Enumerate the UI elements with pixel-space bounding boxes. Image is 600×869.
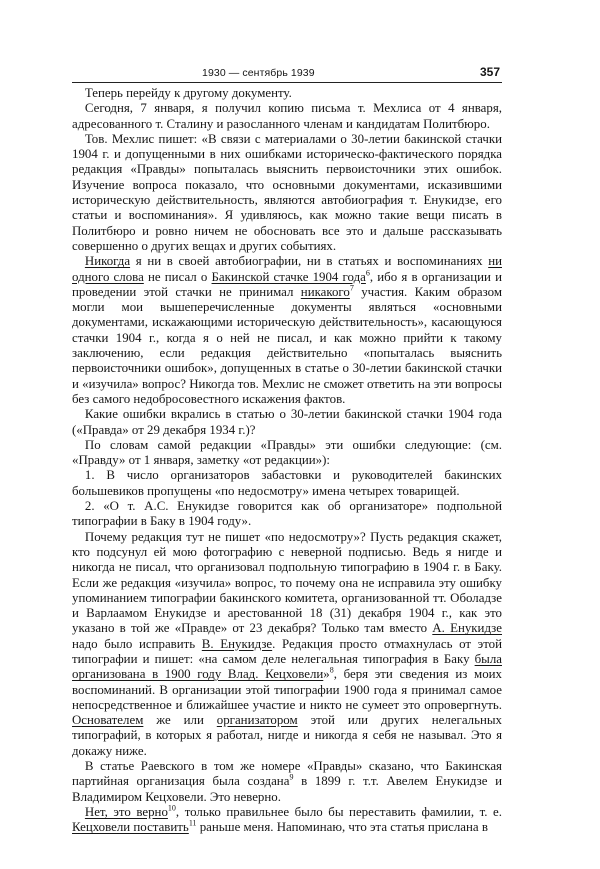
text-run: , беря эти сведения из моих воспоминаний. В организации этой типографии 1900 года я принимал самое непосредственное и ближайшее участие и никто не сумеет это опровергнуть.	[72, 667, 502, 712]
footnote-ref: 7	[349, 283, 354, 293]
underlined-phrase: Основателем	[72, 713, 144, 728]
paragraph-6	[72, 438, 502, 469]
paragraph-text: Какие ошибки вкрались в статью о 30-летии бакинской стачки 1904 года («Правда» от 29 декабря 1934 г.)?	[72, 407, 502, 437]
underlined-phrase: Бакинской стачке 1904 года	[211, 269, 366, 284]
text-run: . Редакция просто отмахнулась от этой типографии и пишет: «на самом деле нелегальная типография в Баку	[72, 636, 502, 666]
footnote-ref: 6	[365, 268, 370, 278]
paragraph-10	[72, 759, 502, 805]
text-run: надо было исправить	[72, 636, 202, 651]
footnote-ref: 8	[329, 665, 334, 675]
underlined-phrase: никакого	[300, 284, 350, 299]
footnote-ref: 11	[188, 818, 197, 828]
text-run: Почему редакция тут не пишет «по недосмотру»? Пусть редакция скажет, кто подсунул ей мою фотографию с неверной подписью. Ведь я нигде и никогда не писал, что организовал подпольную типографию в 1904 г. в Баку. Если же редакция «изучила» вопрос, то почему она не исправила эту ошибку упоминанием типографии бакинского комитета, организованной тт. Оболадзе и Варлаамом Енукидзе и арестованной 18 (31) декабря 1904 г., как это указано в той же «Правде» от 23 декабря? Только там вместо	[72, 529, 502, 636]
paragraph-text: По словам самой редакции «Правды» эти ошибки следующие: (см. «Правду» от 1 января, заметку «от редакции»):	[72, 437, 502, 468]
text-run: участия. Каким образом могли мои вышеперечисленные документы являться «основными документами, искажающими историческую действительность», касающуюся стачки 1904 г., когда я о ней не писал, и как можно прийти к такому заключению, если редакция действительно «попыталась выяснить первоисточники ошибок», допущенных в статье о 30-летии бакинской стачки и «изучила» вопрос? Никогда тов. Мехлис не сможет ответить на эти вопросы без самого недобросовестного искажения фактов.	[72, 284, 502, 406]
paragraph-8	[72, 499, 502, 530]
text-run: , только правильнее было бы переставить фамилии, т. е.	[175, 804, 502, 819]
underlined-phrase: ни одного слова	[72, 254, 502, 284]
text-run: же или	[143, 713, 217, 728]
underlined-phrase: была организована в 1900 году Влад. Кецховели	[72, 651, 502, 682]
text-run: раньше меня. Напоминаю, что эта статья прислана в	[196, 820, 488, 835]
underlined-phrase: организатором	[216, 713, 298, 728]
paragraph-text: 1. В число организаторов забастовки и руководителей бакинских большевиков пропущены «по недосмотру» имена четырех товарищей.	[72, 468, 502, 498]
paragraph-2	[72, 101, 502, 132]
running-header	[72, 64, 502, 83]
footnote-ref: 9	[289, 773, 294, 783]
paragraph-text: 2. «О т. А.С. Енукидзе говорится как об организаторе» подпольной типографии в Баку в 1904 году».	[72, 499, 502, 529]
paragraph-4	[72, 254, 502, 407]
running-head: 1930 — сентябрь 1939	[202, 67, 315, 79]
text-run: В статье Раевского в том же номере «Правды» сказано, что Бакинская партийная организация была создана	[72, 759, 502, 789]
paragraph-7	[72, 468, 502, 499]
underlined-phrase: В. Енукидзе	[201, 636, 273, 651]
paragraph-5	[72, 407, 502, 438]
underlined-phrase: Нет, это верно	[84, 804, 168, 819]
text-run: , ибо я в организации и проведении этой стачки не принимал	[72, 269, 503, 299]
footnote-ref: 10	[167, 803, 176, 813]
paragraph-3	[72, 132, 502, 254]
paragraph-text: Сегодня, 7 января, я получил копию письма т. Мехлиса от 4 января, адресованного т. Сталину и разосланного членам и кандидатам Политбюро.	[72, 101, 502, 131]
paragraph-11	[72, 805, 502, 836]
underlined-phrase: Кецховели поставить	[72, 820, 189, 835]
paragraph-text: Тов. Мехлис пишет: «В связи с материалами о 30-летии бакинской стачки 1904 г. и допущенными в них ошибками историческо-фактического порядка редакция «Правды» попыталась выяснить первоисточники этих ошибок. Изучение вопроса показало, что основными документами, исказившими историческую действительность, являются автобиография т. Енукидзе, его статьи и воспоминания». Я удивляюсь, как можно такие вещи писать в Политбюро и ровно ничем не обосновать все это и дальше рассказывать совершенно о других вещах и других событиях.	[72, 131, 502, 253]
page-number: 357	[479, 65, 500, 79]
text-run: я ни в своей автобиографии, ни в статьях и воспоминаниях	[130, 254, 489, 269]
text-run: в 1899 г. т.т. Авелем Енукидзе и Владимиром Кецховели. Это неверно.	[72, 774, 502, 804]
page-body	[72, 86, 502, 836]
text-run: этой или других нелегальных типографий, в которых я работал, нигде и никогда я себя не называл. Это я докажу ниже.	[72, 713, 502, 758]
text-run: »	[323, 667, 330, 682]
paragraph-9	[72, 530, 502, 759]
underlined-phrase: А. Енукидзе	[432, 621, 502, 636]
underlined-phrase: Никогда	[84, 254, 131, 269]
paragraph-1	[72, 86, 502, 101]
paragraph-text: Теперь перейду к другому документу.	[84, 86, 292, 100]
text-run: не писал о	[143, 269, 212, 284]
